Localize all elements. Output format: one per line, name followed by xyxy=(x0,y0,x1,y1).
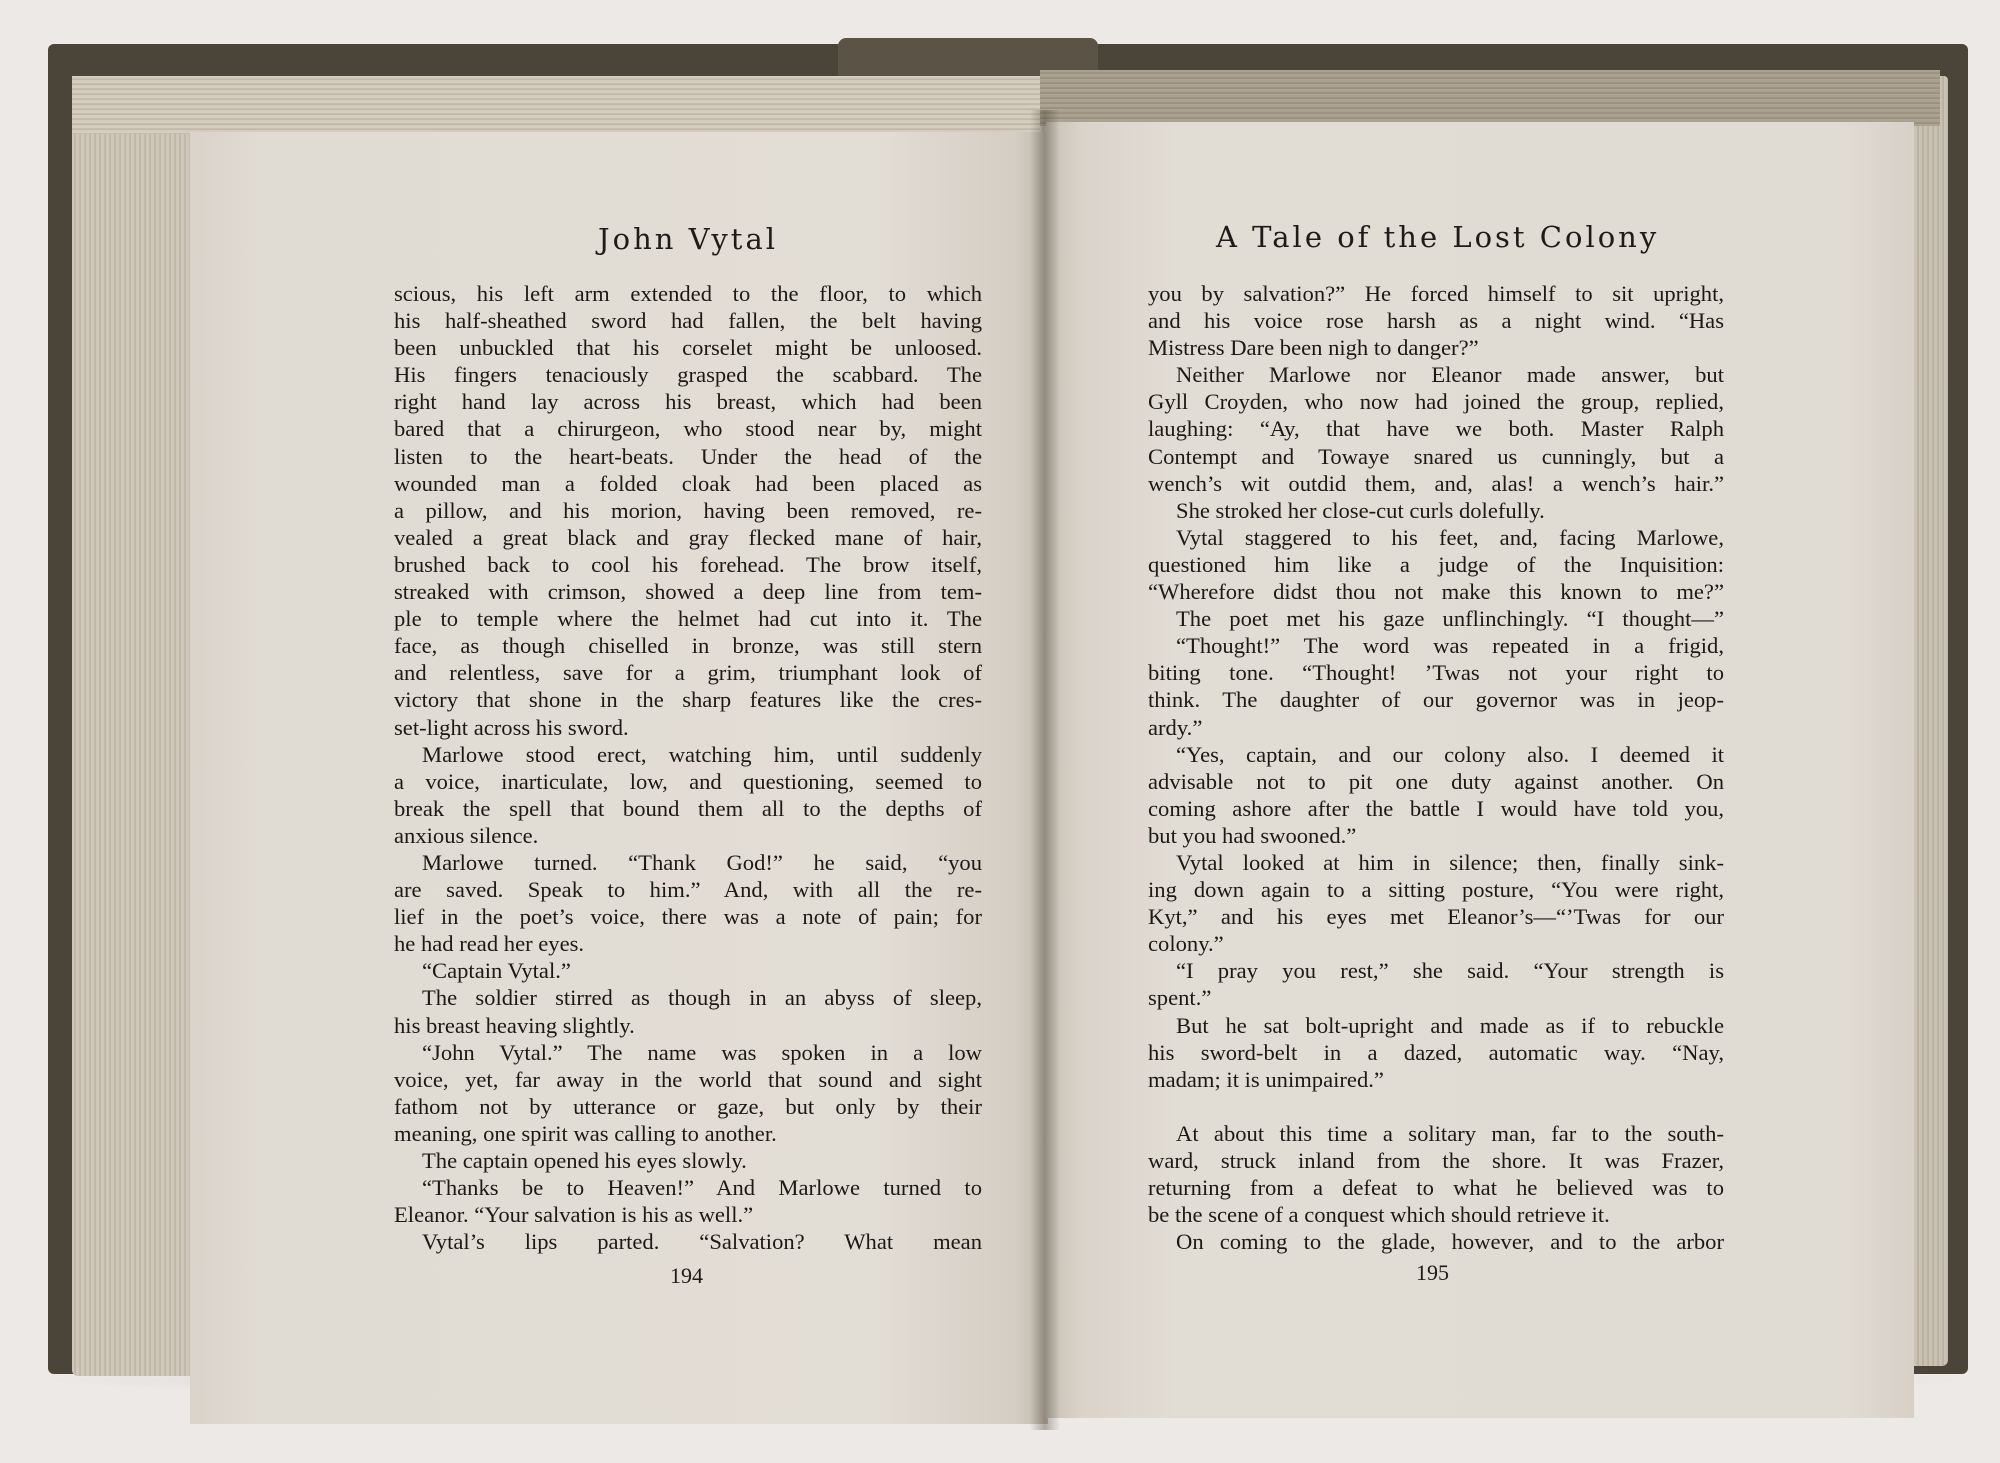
text-line: you by salvation?” He forced himself to sit upright, xyxy=(1148,281,1724,306)
text-line: and relentless, save for a grim, triumphant look of xyxy=(394,660,982,686)
text-line: his half-sheathed sword had fallen, the belt having xyxy=(394,308,982,334)
text-line: right hand lay across his breast, which had been xyxy=(394,389,982,415)
text-line: voice, yet, far away in the world that sound and sight xyxy=(394,1066,982,1092)
text-line: break the spell that bound them all to the depths of xyxy=(394,795,982,821)
text-line: ple to temple where the helmet had cut into it. The xyxy=(394,606,982,632)
text-line: and his voice rose harsh as a night wind. “Has xyxy=(1148,308,1724,334)
left-page-number: 194 xyxy=(670,1263,703,1288)
text-line: “John Vytal.” The name was spoken in a low xyxy=(422,1039,982,1065)
text-line: vealed a great black and gray flecked mane of hair, xyxy=(394,524,982,550)
text-line: laughing: “Ay, that have we both. Master Ralph xyxy=(1148,416,1724,442)
text-line: The soldier stirred as though in an abyss of sleep, xyxy=(422,985,982,1011)
text-line: wounded man a folded cloak had been placed as xyxy=(394,470,982,496)
text-line: ing down again to a sitting posture, “You were right, xyxy=(1148,877,1724,903)
text-line: His fingers tenaciously grasped the scabbard. The xyxy=(394,362,982,388)
text-line: spent.” xyxy=(1148,985,1212,1011)
text-line: face, as though chiselled in bronze, was still stern xyxy=(394,633,982,659)
text-line: he had read her eyes. xyxy=(394,931,585,957)
text-line: Marlowe stood erect, watching him, until suddenly xyxy=(422,741,982,767)
text-line: Vytal staggered to his feet, and, facing Marlowe, xyxy=(1176,524,1724,550)
text-line: victory that shone in the sharp features like the cres- xyxy=(394,687,982,713)
text-line: Contempt and Towaye snared us cunningly, but a xyxy=(1148,443,1724,469)
text-line: “Thought!” The word was repeated in a frigid, xyxy=(1176,633,1724,659)
text-line: madam; it is unimpaired.” xyxy=(1148,1066,1384,1092)
text-line: ardy.” xyxy=(1148,714,1203,740)
text-line: Marlowe turned. “Thank God!” he said, “you xyxy=(422,849,982,875)
text-line: “Thanks be to Heaven!” And Marlowe turned to xyxy=(422,1175,982,1201)
text-line: ward, struck inland from the shore. It was Frazer, xyxy=(1148,1148,1724,1173)
text-line: “Yes, captain, and our colony also. I deemed it xyxy=(1176,741,1724,767)
text-line: But he sat bolt-upright and made as if to rebuckle xyxy=(1176,1012,1724,1038)
text-line: Vytal looked at him in silence; then, finally sink- xyxy=(1176,849,1724,875)
text-line: been unbuckled that his corselet might be unloosed. xyxy=(394,335,982,361)
text-line: The poet met his gaze unflinchingly. “I thought—” xyxy=(1176,606,1724,632)
text-line: a pillow, and his morion, having been removed, re- xyxy=(394,497,982,523)
text-line: are saved. Speak to him.” And, with all the re- xyxy=(394,877,982,903)
text-line: “Wherefore didst thou not make this known to me?” xyxy=(1148,579,1724,605)
text-line: listen to the heart-beats. Under the head of the xyxy=(394,443,982,469)
text-line: bared that a chirurgeon, who stood near by, might xyxy=(394,416,982,442)
right-page-number: 195 xyxy=(1416,1260,1449,1285)
text-line: returning from a defeat to what he believed was to xyxy=(1148,1175,1724,1201)
left-page-text xyxy=(394,280,982,1255)
right-page-text xyxy=(1148,280,1724,1255)
text-line: set-light across his sword. xyxy=(394,714,629,740)
text-line: scious, his left arm extended to the floor, to which xyxy=(394,281,982,306)
text-line: anxious silence. xyxy=(394,822,539,848)
right-running-head: A Tale of the Lost Colony xyxy=(1216,220,1660,254)
text-line: advisable not to pit one duty against another. On xyxy=(1148,768,1724,794)
text-line: a voice, inarticulate, low, and questioning, seemed to xyxy=(394,768,982,794)
left-running-head: John Vytal xyxy=(598,222,779,256)
text-line: On coming to the glade, however, and to the arbor xyxy=(1176,1229,1724,1255)
text-line: wench’s wit outdid them, and, alas! a wench’s hair.” xyxy=(1148,470,1724,496)
text-line: Neither Marlowe nor Eleanor made answer, but xyxy=(1176,362,1724,388)
book-gutter xyxy=(1030,110,1060,1430)
text-line: meaning, one spirit was calling to another. xyxy=(394,1120,777,1146)
text-line: Eleanor. “Your salvation is his as well.” xyxy=(394,1202,754,1228)
section-break xyxy=(1148,1093,1724,1120)
text-line: streaked with crimson, showed a deep line from tem- xyxy=(394,579,982,605)
text-line: biting tone. “Thought! ’Twas not your right to xyxy=(1148,660,1724,686)
right-top-page-edges xyxy=(1040,70,1940,126)
text-line: At about this time a solitary man, far to the south- xyxy=(1176,1120,1724,1146)
text-line: think. The daughter of our governor was in jeop- xyxy=(1148,687,1724,713)
text-line: his breast heaving slightly. xyxy=(394,1012,635,1038)
text-line: “I pray you rest,” she said. “Your strength is xyxy=(1176,958,1724,984)
text-line: questioned him like a judge of the Inquisition: xyxy=(1148,551,1724,577)
text-line: fathom not by utterance or gaze, but only by their xyxy=(394,1093,982,1119)
text-line: colony.” xyxy=(1148,931,1224,957)
left-top-page-edges xyxy=(72,76,1042,134)
text-line: lief in the poet’s voice, there was a note of pain; for xyxy=(394,904,982,930)
text-line: but you had swooned.” xyxy=(1148,822,1357,848)
text-line: “Captain Vytal.” xyxy=(422,958,571,984)
text-line: brushed back to cool his forehead. The brow itself, xyxy=(394,551,982,577)
text-line: Mistress Dare been nigh to danger?” xyxy=(1148,335,1479,361)
text-line: Gyll Croyden, who now had joined the group, replied, xyxy=(1148,389,1724,415)
text-line: The captain opened his eyes slowly. xyxy=(422,1148,747,1173)
text-line: Kyt,” and his eyes met Eleanor’s—“’Twas for our xyxy=(1148,904,1724,930)
text-line: She stroked her close-cut curls dolefully. xyxy=(1176,497,1545,523)
text-line: be the scene of a conquest which should retrieve it. xyxy=(1148,1202,1610,1228)
text-line: Vytal’s lips parted. “Salvation? What mean xyxy=(422,1229,982,1255)
text-line: his sword-belt in a dazed, automatic way. “Nay, xyxy=(1148,1039,1724,1065)
text-line: coming ashore after the battle I would have told you, xyxy=(1148,795,1724,821)
